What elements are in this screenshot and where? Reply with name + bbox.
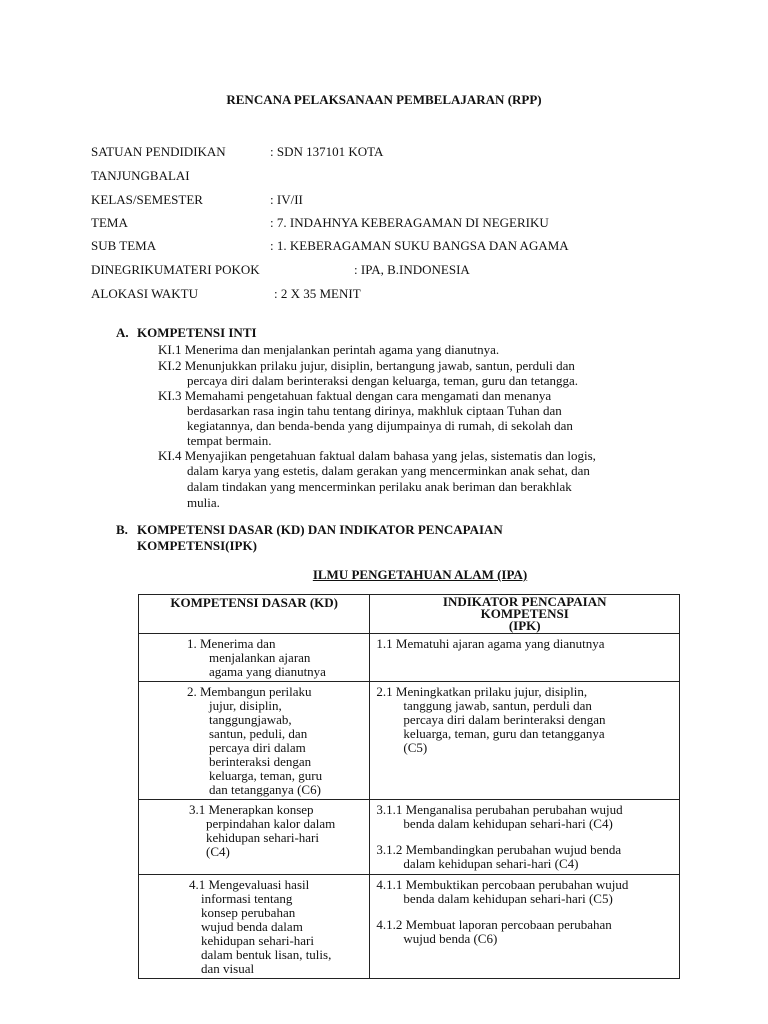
table-row	[139, 634, 680, 682]
subject-title: ILMU PENGETAHUAN ALAM (IPA)	[312, 567, 528, 582]
ipk-cell: 3.1.1 Menganalisa perubahan perubahan wujud benda dalam kehidupan sehari-hari (C4) 3.1.2 Membandingkan perubahan wujud benda dalam kehidupan sehari-hari (C4)	[370, 800, 680, 875]
kd-cell: 2. Membangun perilaku jujur, disiplin, tanggungjawab, santun, peduli, dan percaya diri dalam berinteraksi dengan keluarga, teman, guru dan tetangganya (C6)	[139, 682, 370, 800]
ki-3-continuation: berdasarkan rasa ingin tahu tentang dirinya, makhluk ciptaan Tuhan dan	[187, 403, 562, 418]
identity-label-subtheme: SUB TEMA	[91, 238, 157, 253]
ki-2-continuation: percaya diri dalam berinteraksi dengan keluarga, teman, guru dan tetangga.	[187, 373, 579, 388]
table-row	[139, 875, 680, 979]
ki-4-continuation: dalam karya yang estetis, dalam gerakan yang mencerminkan anak sehat, dan	[187, 463, 590, 478]
section-a-title: KOMPETENSI INTI	[137, 325, 257, 340]
ki-4-line: KI.4 Menyajikan pengetahuan faktual dalam bahasa yang jelas, sistematis dan logis,	[158, 448, 596, 463]
ki-3-line: KI.3 Memahami pengetahuan faktual dengan cara mengamati dan menanya	[158, 388, 552, 403]
ki-4-continuation: dalam tindakan yang mencerminkan perilaku anak beriman dan berakhlak	[187, 479, 572, 494]
header-kd: KOMPETENSI DASAR (KD)	[139, 595, 370, 634]
identity-label-school: SATUAN PENDIDIKAN	[91, 144, 226, 159]
kd-ipk-table	[138, 594, 680, 979]
section-b-title-continuation: KOMPETENSI(IPK)	[137, 538, 257, 553]
identity-value-time: : 2 X 35 MENIT	[274, 286, 361, 301]
identity-label-material: DINEGRIKUMATERI POKOK	[91, 262, 260, 277]
table-row	[139, 682, 680, 800]
table-row	[139, 800, 680, 875]
ki-3-continuation: tempat bermain.	[187, 433, 272, 448]
identity-value-school: : SDN 137101 KOTA	[270, 144, 384, 159]
ki-4-continuation: mulia.	[187, 495, 220, 510]
table-header-row	[139, 595, 680, 634]
kd-cell: 4.1 Mengevaluasi hasil informasi tentang konsep perubahan wujud benda dalam kehidupan sehari-hari dalam bentuk lisan, tulis, dan visual	[139, 875, 370, 979]
kd-cell: 3.1 Menerapkan konsep perpindahan kalor dalam kehidupan sehari-hari (C4)	[139, 800, 370, 875]
ipk-cell: 2.1 Meningkatkan prilaku jujur, disiplin, tanggung jawab, santun, perduli dan percaya diri dalam berinteraksi dengan keluarga, teman, guru dan tetangganya (C5)	[370, 682, 680, 800]
ipk-cell: 4.1.1 Membuktikan percobaan perubahan wujud benda dalam kehidupan sehari-hari (C5) 4.1.2 Membuat laporan percobaan perubahan wujud benda (C6)	[370, 875, 680, 979]
identity-value-material: : IPA, B.INDONESIA	[354, 262, 470, 277]
ki-3-continuation: kegiatannya, dan benda-benda yang dijumpainya di rumah, di sekolah dan	[187, 418, 573, 433]
ipk-cell: 1.1 Mematuhi ajaran agama yang dianutnya	[370, 634, 680, 682]
section-b-letter: B.	[116, 522, 128, 537]
identity-label-time: ALOKASI WAKTU	[91, 286, 199, 301]
kd-cell: 1. Menerima dan menjalankan ajaran agama yang dianutnya	[139, 634, 370, 682]
section-a-letter: A.	[116, 325, 129, 340]
identity-value-class: : IV/II	[270, 192, 303, 207]
identity-value-theme: : 7. INDAHNYA KEBERAGAMAN DI NEGERIKU	[270, 215, 549, 230]
ki-2-line: KI.2 Menunjukkan prilaku jujur, disiplin, bertangung jawab, santun, perduli dan	[158, 358, 575, 373]
identity-label-theme: TEMA	[91, 215, 128, 230]
document-title: RENCANA PELAKSANAAN PEMBELAJARAN (RPP)	[226, 92, 542, 107]
section-b-title: KOMPETENSI DASAR (KD) DAN INDIKATOR PENCAPAIAN	[137, 522, 503, 537]
identity-value-subtheme: : 1. KEBERAGAMAN SUKU BANGSA DAN AGAMA	[270, 238, 569, 253]
identity-label-class: KELAS/SEMESTER	[91, 192, 203, 207]
header-ipk: INDIKATOR PENCAPAIAN KOMPETENSI (IPK)	[370, 595, 680, 634]
ki-1-line: KI.1 Menerima dan menjalankan perintah agama yang dianutnya.	[158, 342, 500, 357]
identity-label-city: TANJUNGBALAI	[91, 168, 190, 183]
